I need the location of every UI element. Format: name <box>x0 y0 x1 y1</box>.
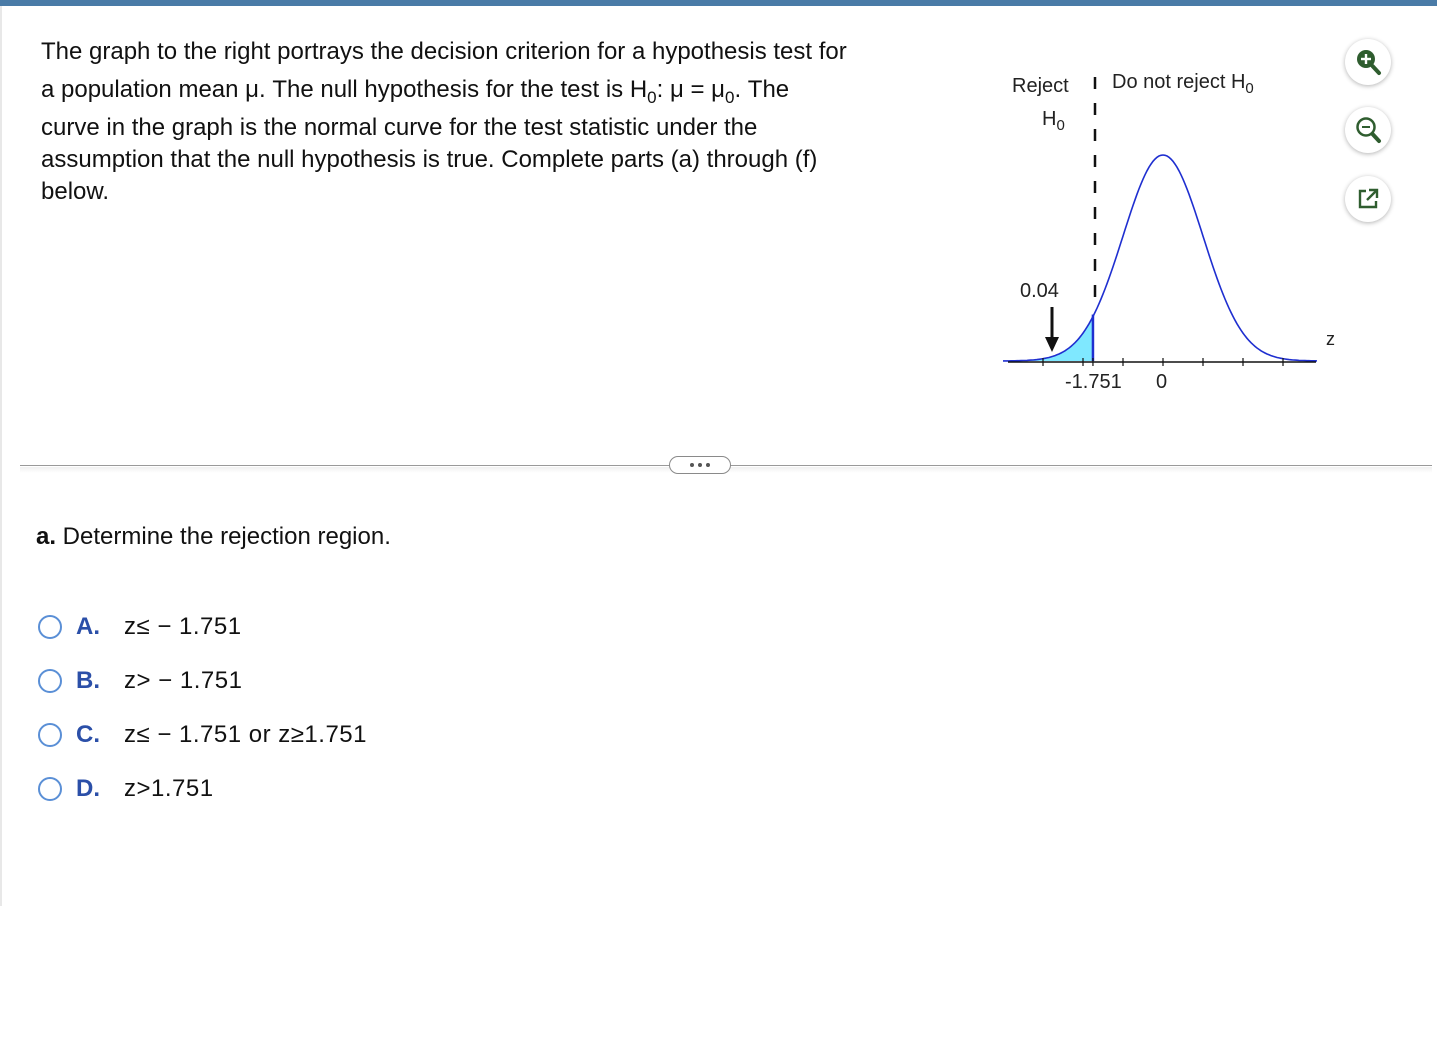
option-letter: D. <box>76 775 100 802</box>
option-math: z≤ − 1.751 <box>124 613 242 640</box>
option-b[interactable] <box>38 654 367 708</box>
option-letter: A. <box>76 613 100 640</box>
option-letter: B. <box>76 667 100 694</box>
question-line-2-c: . The <box>734 76 790 103</box>
option-math: z> − 1.751 <box>124 667 243 694</box>
zero-tick-label: 0 <box>1156 371 1168 393</box>
zoom-in-button[interactable] <box>1345 39 1391 85</box>
decision-graph <box>990 55 1335 405</box>
option-math: z≤ − 1.751 or z≥1.751 <box>124 721 367 748</box>
normal-curve-chart <box>990 55 1335 400</box>
question-line-5: below. <box>41 178 110 205</box>
part-a-prompt <box>36 523 391 551</box>
answer-options <box>38 600 367 816</box>
question-line-1: The graph to the right portrays the decision criterion for a hypothesis test for <box>41 38 847 65</box>
radio-button[interactable] <box>38 723 62 747</box>
zoom-out-button[interactable] <box>1345 107 1391 153</box>
dot-icon <box>690 463 694 467</box>
question-text <box>41 36 941 208</box>
question-line-2 <box>41 68 941 112</box>
zoom-in-icon <box>1353 47 1383 77</box>
radio-button[interactable] <box>38 777 62 801</box>
do-not-reject-label: Do not reject $H_0$ <box>1112 71 1254 97</box>
h-subscript: 0 <box>647 88 657 107</box>
more-options-button[interactable] <box>669 456 731 474</box>
question-line-2-b: : μ = μ <box>656 76 725 103</box>
question-line-4: assumption that the null hypothesis is true. Complete parts (a) through (f) <box>41 146 818 173</box>
tail-arrow-head <box>1045 337 1059 352</box>
option-letter: C. <box>76 721 100 748</box>
z-axis-label: z <box>1326 329 1335 349</box>
reject-h-label: $H_0$ <box>1042 108 1065 134</box>
mu-subscript: 0 <box>724 88 735 107</box>
option-math: z>1.751 <box>124 775 214 802</box>
normal-curve <box>1003 155 1317 361</box>
option-a[interactable] <box>38 600 367 654</box>
left-edge <box>0 6 2 906</box>
popout-button[interactable] <box>1345 176 1391 222</box>
zoom-out-icon <box>1353 115 1383 145</box>
dot-icon <box>698 463 702 467</box>
reject-label: Reject <box>1012 75 1069 97</box>
option-c[interactable] <box>38 708 367 762</box>
question-line-3: curve in the graph is the normal curve for the test statistic under the <box>41 114 758 141</box>
option-d[interactable] <box>38 762 367 816</box>
part-a-text: Determine the rejection region. <box>56 523 391 550</box>
radio-button[interactable] <box>38 669 62 693</box>
tail-area-label: 0.04 <box>1020 280 1059 302</box>
part-a-letter: a. <box>36 523 57 550</box>
dot-icon <box>706 463 710 467</box>
question-line-2-a: a population mean μ. The null hypothesis for the test is H <box>41 76 648 103</box>
critical-value-tick-label: -1.751 <box>1065 371 1122 393</box>
top-bar <box>0 0 1437 6</box>
radio-button[interactable] <box>38 615 62 639</box>
popout-icon <box>1355 186 1381 212</box>
